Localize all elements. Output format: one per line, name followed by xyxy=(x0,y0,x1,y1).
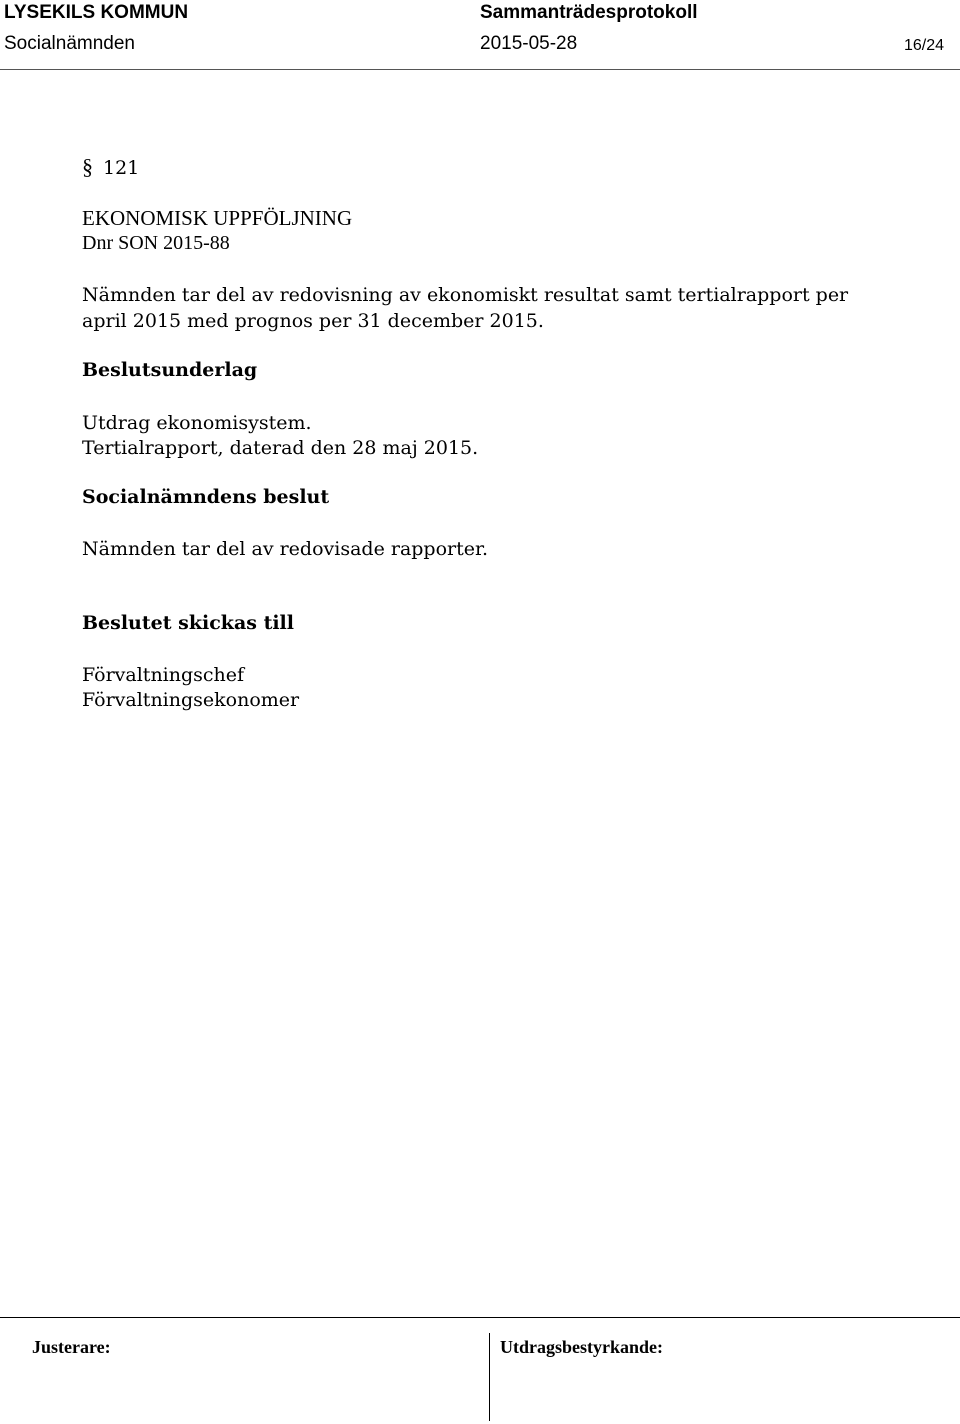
organization-name: LYSEKILS KOMMUN xyxy=(4,2,189,23)
beslutsunderlag-heading: Beslutsunderlag xyxy=(82,359,258,381)
document-type: Sammanträdesprotokoll xyxy=(480,2,698,23)
recipient-item: Förvaltningsekonomer xyxy=(82,689,300,711)
meeting-date: 2015-05-28 xyxy=(480,33,578,54)
committee-name: Socialnämnden xyxy=(4,33,135,54)
footer-divider xyxy=(0,1317,960,1318)
recipient-item: Förvaltningschef xyxy=(82,664,245,686)
paragraph-number: 121 xyxy=(103,157,140,179)
section-sign: § xyxy=(82,154,93,179)
page-number: 16/24 xyxy=(904,37,945,54)
beslut-text: Nämnden tar del av redovisade rapporter. xyxy=(82,538,489,560)
justerare-label: Justerare: xyxy=(32,1337,111,1357)
intro-line-2: april 2015 med prognos per 31 december 2015. xyxy=(82,310,544,332)
beslutsunderlag-item: Tertialrapport, daterad den 28 maj 2015. xyxy=(82,437,479,459)
intro-line-1: Nämnden tar del av redovisning av ekonomiskt resultat samt tertialrapport per xyxy=(82,284,849,306)
case-dnr: Dnr SON 2015-88 xyxy=(82,232,230,254)
beslut-heading: Socialnämndens beslut xyxy=(82,486,330,508)
paragraph-marker xyxy=(82,154,139,181)
header-divider xyxy=(0,69,960,70)
footer-column-divider xyxy=(489,1333,490,1421)
case-title: EKONOMISK UPPFÖLJNING xyxy=(82,206,353,230)
utdragsbestyrkande-label: Utdragsbestyrkande: xyxy=(500,1337,664,1357)
skickas-heading: Beslutet skickas till xyxy=(82,612,294,634)
beslutsunderlag-item: Utdrag ekonomisystem. xyxy=(82,412,312,434)
